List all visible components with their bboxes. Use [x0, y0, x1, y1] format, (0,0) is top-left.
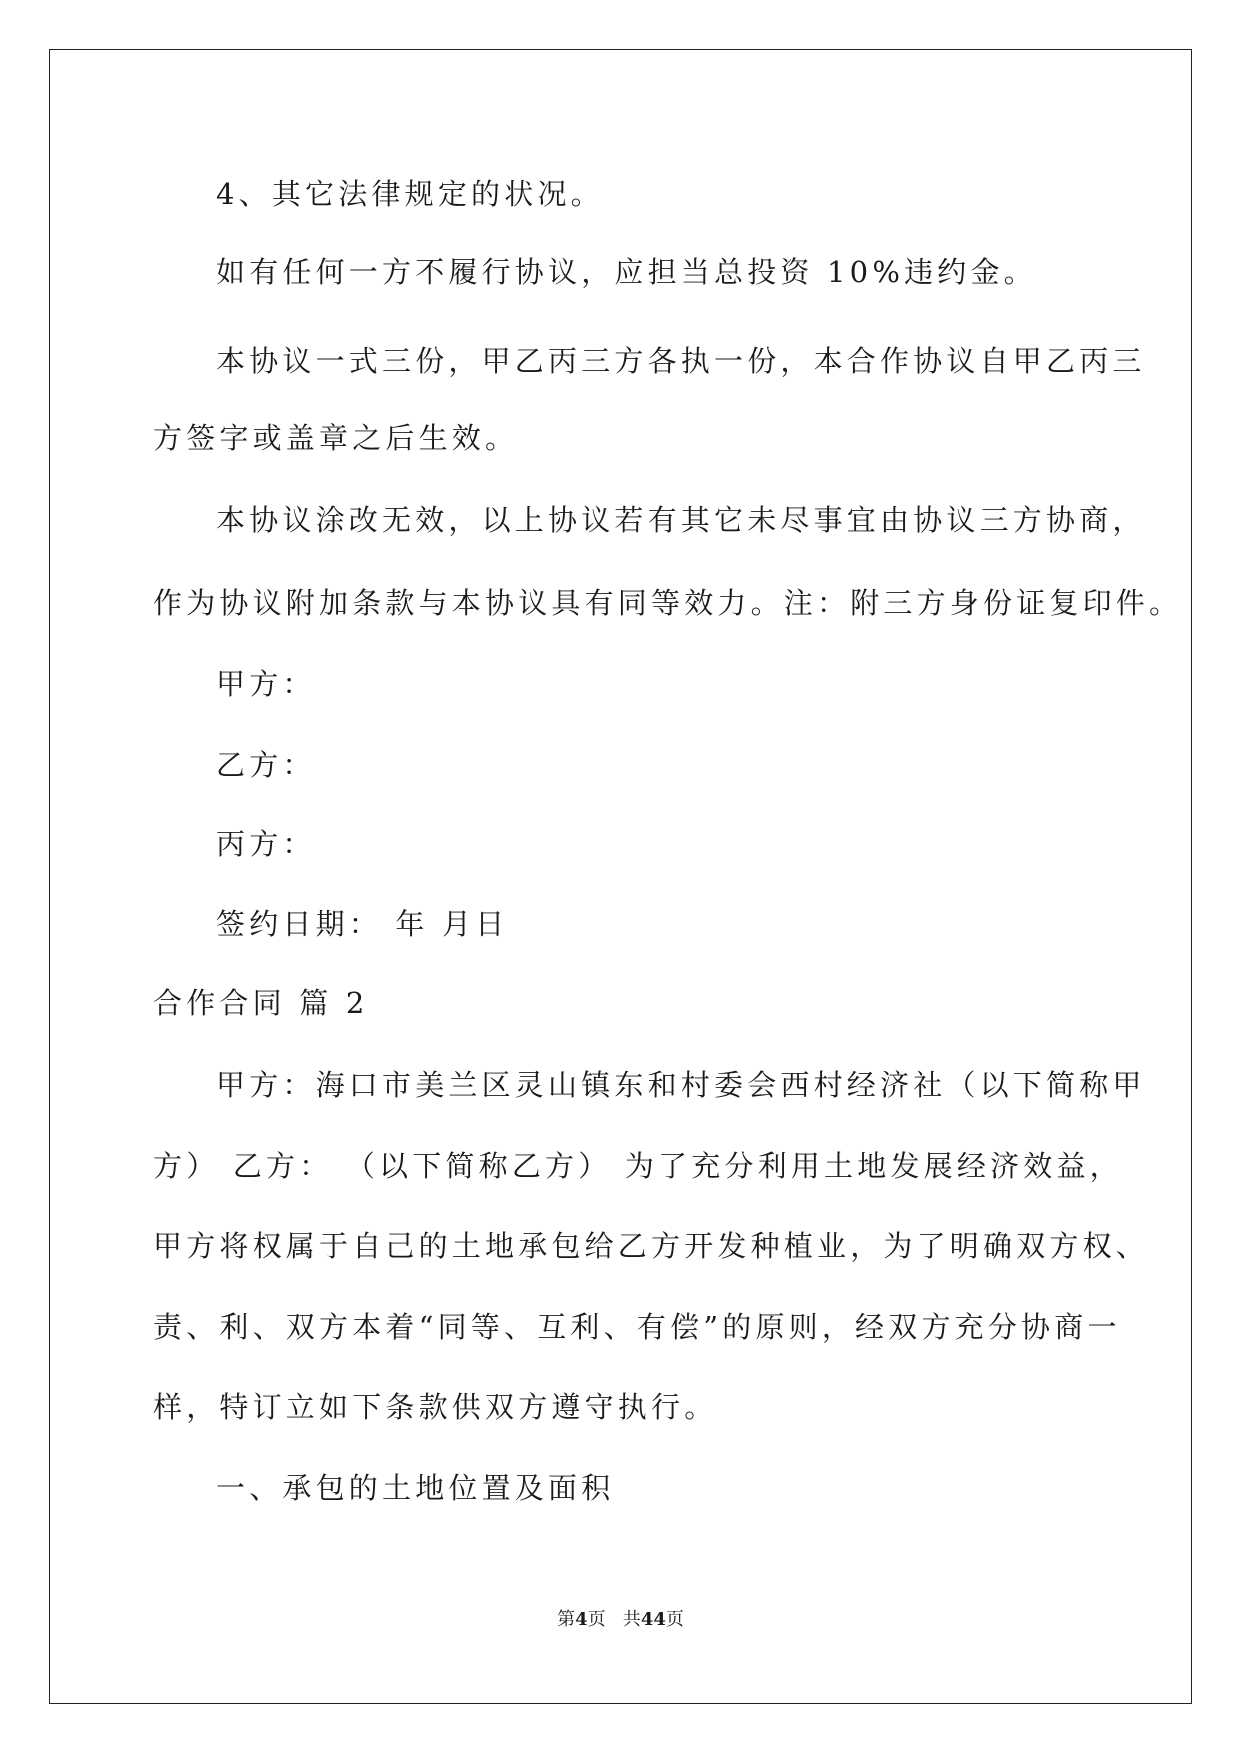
section-heading: 合作合同 篇 2: [153, 986, 369, 1020]
paragraph-line: 本协议一式三份，甲乙丙三方各执一份，本合作协议自甲乙丙三: [216, 344, 1146, 378]
paragraph-line: 4、其它法律规定的状况。: [216, 177, 604, 211]
paragraph-line: 甲方：海口市美兰区灵山镇东和村委会西村经济社（以下简称甲: [216, 1068, 1146, 1102]
paragraph-line: 方签字或盖章之后生效。: [153, 421, 519, 455]
page-prefix: 第: [557, 1609, 576, 1630]
paragraph-line: 如有任何一方不履行协议，应担当总投资 10%违约金。: [216, 255, 1037, 289]
paragraph-line: 本协议涂改无效，以上协议若有其它未尽事宜由协议三方协商，: [216, 503, 1146, 537]
signing-date-label: 签约日期： 年 月日: [216, 907, 509, 941]
paragraph-line: 样，特订立如下条款供双方遵守执行。: [153, 1390, 718, 1424]
party-a-label: 甲方：: [216, 667, 316, 701]
page-suffix: 页: [587, 1609, 606, 1630]
page-footer: [0, 1608, 1241, 1632]
paragraph-line: 方） 乙方： （以下简称乙方） 为了充分利用土地发展经济效益，: [153, 1149, 1123, 1183]
paragraph-line: 作为协议附加条款与本协议具有同等效力。注：附三方身份证复印件。: [153, 586, 1183, 620]
clause-heading: 一、承包的土地位置及面积: [216, 1471, 615, 1505]
total-prefix: 共: [622, 1609, 641, 1630]
total-page-number: 44: [640, 1609, 666, 1630]
party-c-label: 丙方：: [216, 827, 316, 861]
total-suffix: 页: [665, 1609, 684, 1630]
current-page-number: 4: [575, 1609, 588, 1630]
paragraph-line: 责、利、双方本着“同等、互利、有偿”的原则，经双方充分协商一: [153, 1310, 1121, 1344]
party-b-label: 乙方：: [216, 748, 316, 782]
paragraph-line: 甲方将权属于自己的土地承包给乙方开发种植业，为了明确双方权、: [153, 1229, 1150, 1263]
page-border: [49, 49, 1192, 1704]
